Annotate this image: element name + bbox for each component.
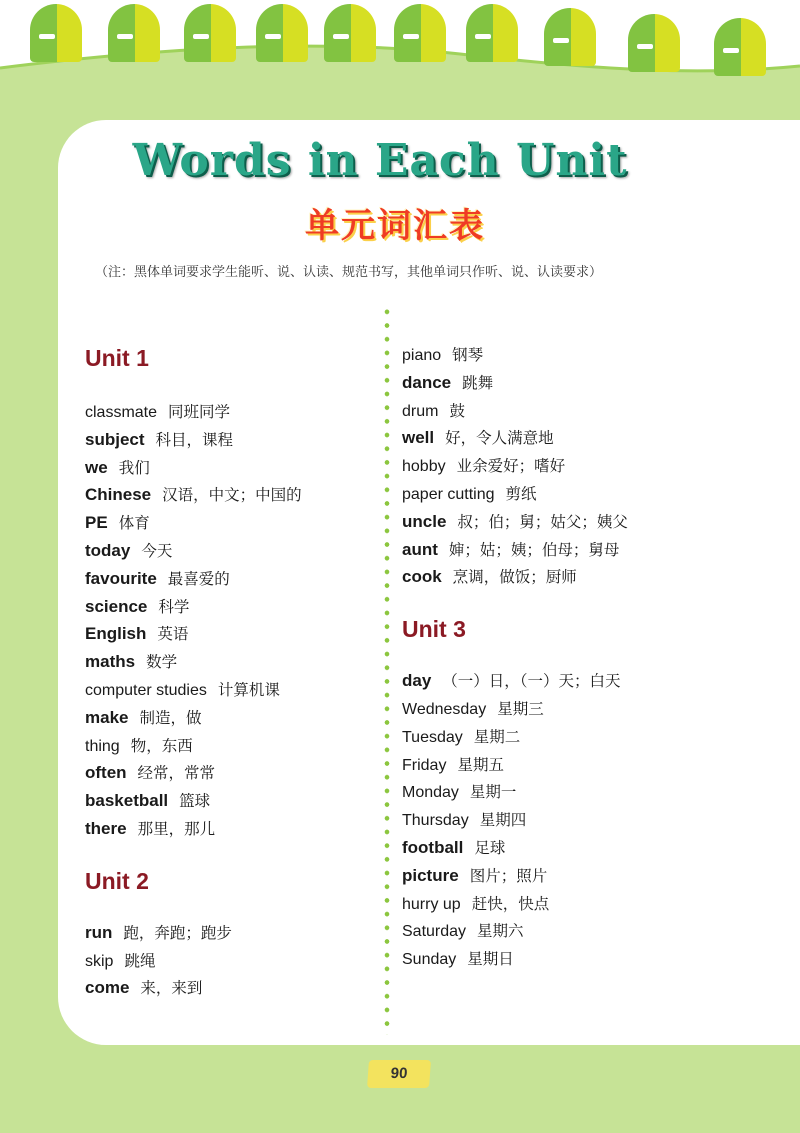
vocab-word: computer studies <box>85 681 207 699</box>
vocab-meaning: 篮球 <box>179 792 211 811</box>
vocab-meaning: 同班同学 <box>168 403 231 421</box>
vocab-word: subject <box>85 429 145 449</box>
vocab-meaning: 数学 <box>146 653 178 672</box>
vocab-word: English <box>85 624 147 644</box>
tree-icon <box>466 4 518 62</box>
vocab-row <box>85 974 375 1002</box>
vocab-word: drum <box>402 402 439 420</box>
vocab-row <box>402 945 792 973</box>
vocab-meaning: 体育 <box>118 514 150 533</box>
note-text: （注：黑体单词要求学生能听、说、认读、规范书写，其他单词只作听、说、认读要求） <box>95 265 603 280</box>
vocab-row <box>402 452 792 480</box>
vocab-word: aunt <box>402 539 438 559</box>
unit-heading: Unit 1 <box>85 345 149 371</box>
vocab-row <box>85 454 375 482</box>
vocab-word: piano <box>402 347 442 364</box>
tree-icon <box>714 18 766 76</box>
vocab-row <box>402 723 792 751</box>
vocab-meaning: 星期日 <box>467 950 514 969</box>
vocab-word: run <box>85 922 113 942</box>
vocab-word: come <box>85 978 130 998</box>
vocab-word: maths <box>85 652 136 672</box>
vocab-meaning: 星期一 <box>469 783 517 802</box>
vocab-row <box>85 398 375 426</box>
vocab-word: today <box>85 540 131 560</box>
vocab-meaning: 剪纸 <box>505 484 537 503</box>
vocab-word: make <box>85 707 129 727</box>
vocab-row <box>85 481 375 509</box>
vocab-meaning: 科学 <box>158 597 190 616</box>
vocab-row <box>402 508 792 536</box>
vocab-row <box>402 563 792 591</box>
vocab-row <box>85 787 375 815</box>
vocab-meaning: （一）日，（一）天；白天 <box>442 672 621 691</box>
vocab-meaning: 好，令人满意地 <box>445 429 554 448</box>
vocab-row <box>402 778 792 806</box>
vocab-row <box>85 620 375 648</box>
vocab-row <box>402 341 792 369</box>
vocab-word: science <box>85 596 148 616</box>
vocab-row <box>85 704 375 732</box>
vocab-meaning: 跳舞 <box>462 373 494 392</box>
vocab-row <box>402 862 792 890</box>
tree-icon <box>628 14 680 72</box>
vocab-row <box>85 648 375 676</box>
vocab-word: classmate <box>85 404 158 421</box>
vocab-meaning: 物，东西 <box>130 736 193 755</box>
vocab-row <box>85 732 375 760</box>
vocab-word: day <box>402 671 432 691</box>
tree-icon <box>184 4 236 62</box>
vocab-meaning: 星期二 <box>473 727 521 746</box>
vocab-meaning: 那里，那儿 <box>137 819 216 838</box>
vocab-word: paper cutting <box>402 485 495 503</box>
vocab-meaning: 钢琴 <box>452 346 484 364</box>
vocab-word: hobby <box>402 458 446 476</box>
vocab-meaning: 星期四 <box>479 811 527 830</box>
vocab-meaning: 最喜爱的 <box>167 569 230 588</box>
vocab-row <box>402 890 792 918</box>
vocab-word: Friday <box>402 756 447 774</box>
vocab-word: hurry up <box>402 895 461 913</box>
vocab-meaning: 经常，常常 <box>137 764 216 783</box>
vocab-meaning: 星期五 <box>457 755 504 774</box>
vocab-meaning: 计算机课 <box>217 680 280 699</box>
vocab-row <box>85 919 375 947</box>
vocab-word: Monday <box>402 784 459 802</box>
vocab-meaning: 科目，课程 <box>155 430 234 449</box>
vocab-meaning: 婶；姑；姨；伯母；舅母 <box>448 540 620 559</box>
vocab-meaning: 星期三 <box>497 699 544 718</box>
vocab-word: uncle <box>402 511 447 531</box>
vocab-row <box>85 565 375 593</box>
vocab-meaning: 图片；照片 <box>469 866 548 885</box>
vocab-word: cook <box>402 567 442 587</box>
vocab-meaning: 足球 <box>474 838 506 857</box>
vocab-word: picture <box>402 865 459 885</box>
word-list <box>402 667 792 973</box>
vocab-meaning: 汉语，中文；中国的 <box>162 486 302 505</box>
page-subtitle: 单元词汇表 <box>305 206 485 246</box>
vocab-row <box>85 593 375 621</box>
vocab-word: Tuesday <box>402 728 463 746</box>
vocab-row <box>402 397 792 425</box>
vocab-meaning: 烹调，做饭；厨师 <box>452 568 577 587</box>
vocab-word: there <box>85 818 127 838</box>
vocab-meaning: 跳绳 <box>124 951 156 970</box>
vocab-word: skip <box>85 952 114 970</box>
vocab-word: Saturday <box>402 923 467 941</box>
page-title: Words in Each Unit <box>132 135 628 186</box>
vocab-meaning: 制造，做 <box>139 708 202 727</box>
vocab-row <box>402 806 792 834</box>
tree-icon <box>256 4 308 62</box>
vocab-meaning: 英语 <box>157 625 189 644</box>
vocab-row <box>85 815 375 843</box>
vocab-meaning: 我们 <box>118 458 150 477</box>
word-list <box>85 398 375 843</box>
unit-heading: Unit 2 <box>85 867 149 894</box>
vocab-row <box>402 480 792 508</box>
vocab-word: Thursday <box>402 812 469 830</box>
vocab-word: dance <box>402 372 452 392</box>
vocab-meaning: 星期六 <box>477 922 524 941</box>
vocab-word: Chinese <box>85 485 152 505</box>
left-column <box>85 344 375 1002</box>
vocab-row <box>85 947 375 975</box>
vocab-word: football <box>402 837 464 857</box>
vocab-word: Sunday <box>402 951 457 969</box>
vocab-row <box>85 537 375 565</box>
vocab-word: well <box>402 428 435 448</box>
vocab-row <box>85 426 375 454</box>
vocab-word: PE <box>85 513 108 533</box>
vocab-row <box>402 695 792 723</box>
vocab-row <box>85 676 375 704</box>
vocab-word: favourite <box>85 568 157 588</box>
vocab-meaning: 赶快，快点 <box>471 894 550 913</box>
vocab-meaning: 跑，奔跑；跑步 <box>123 923 232 942</box>
vocab-row <box>85 509 375 537</box>
vocab-word: thing <box>85 737 120 755</box>
unit-heading: Unit 3 <box>402 616 466 643</box>
tree-icon <box>544 8 596 66</box>
vocab-row <box>402 667 792 695</box>
vocab-row <box>402 834 792 862</box>
vocab-word: we <box>85 457 108 477</box>
vocab-meaning: 来，来到 <box>140 979 203 998</box>
vocab-row <box>402 424 792 452</box>
vocab-row <box>85 759 375 787</box>
page-number: 90 <box>367 1060 431 1088</box>
word-list <box>402 341 792 591</box>
column-divider <box>384 305 390 1035</box>
vocab-row <box>402 369 792 397</box>
vocab-word: often <box>85 763 127 783</box>
vocab-row <box>402 751 792 779</box>
tree-icon <box>394 4 446 62</box>
vocab-word: Wednesday <box>402 700 487 718</box>
tree-icon <box>30 4 82 62</box>
tree-icon <box>108 4 160 62</box>
right-column <box>402 341 792 973</box>
vocab-row <box>402 536 792 564</box>
vocab-meaning: 业余爱好；嗜好 <box>456 457 566 476</box>
vocab-meaning: 叔；伯；舅；姑父；姨父 <box>457 512 628 531</box>
vocab-meaning: 今天 <box>141 541 173 560</box>
word-list <box>85 919 375 1002</box>
tree-icon <box>324 4 376 62</box>
vocab-word: basketball <box>85 791 169 811</box>
vocab-meaning: 鼓 <box>449 401 465 420</box>
vocab-row <box>402 917 792 945</box>
